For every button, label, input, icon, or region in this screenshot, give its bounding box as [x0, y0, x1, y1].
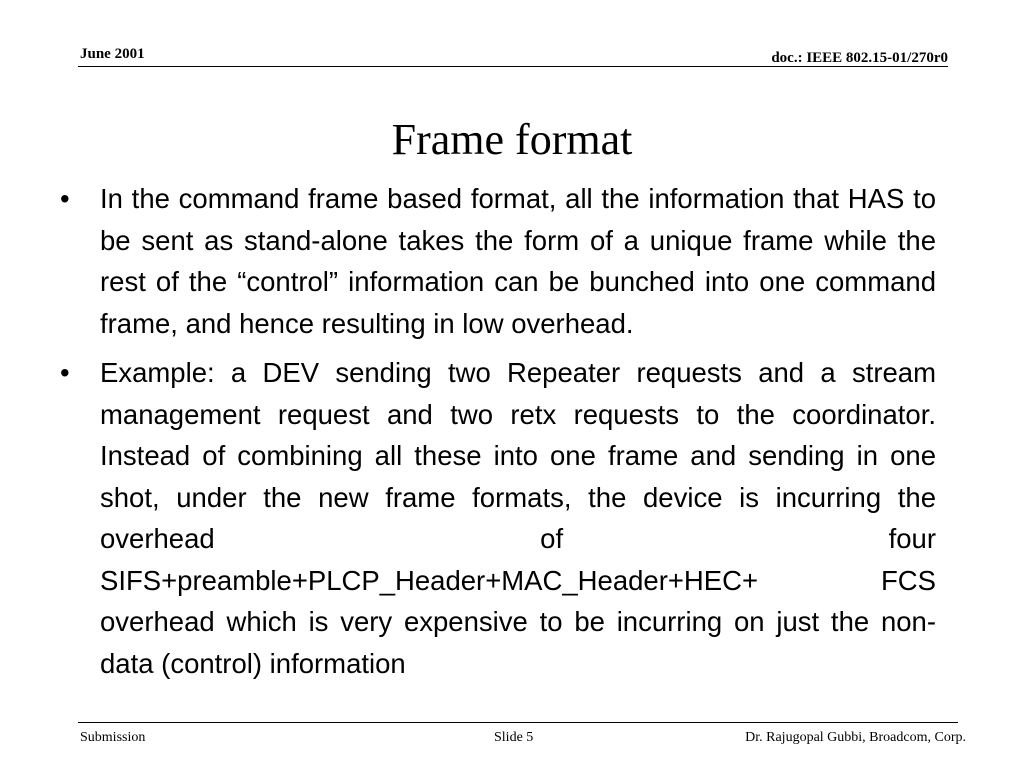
bullet-text: In the command frame based format, all the information that HAS to be sent as stand-alone takes the form of a unique frame while the rest of the “control” information can be bunched into one command frame, and hence resulting in low overhead. [100, 183, 936, 339]
footer-slide-number: Slide 5 [494, 730, 534, 745]
footer-author: Dr. Rajugopal Gubbi, Broadcom, Corp. [745, 730, 966, 745]
bullet-list [60, 178, 936, 692]
bullet-item-example [60, 352, 936, 684]
bullet-text: Example: a DEV sending two Repeater requests and a stream management request and two retx requests to the coordinator. Instead of combining all these into one frame and sending in one shot, under the new frame formats, the device is incurring the overhead of four SIFS+preamble+PLCP_Header+MAC_Header+HEC+ FCS overhead which is very expensive to be incurring on just the non-data (control) information [100, 357, 936, 679]
footer-submission: Submission [80, 730, 146, 745]
header-doc-id: doc.: IEEE 802.15-01/270r0 [771, 50, 948, 66]
header-divider [78, 66, 948, 67]
bullet-item-command-frame [60, 178, 936, 344]
bullet-dot-icon: • [60, 183, 70, 214]
footer-divider [78, 722, 958, 723]
bullet-dot-icon: • [60, 357, 70, 388]
slide-title: Frame format [391, 115, 633, 164]
header-date: June 2001 [80, 46, 145, 62]
